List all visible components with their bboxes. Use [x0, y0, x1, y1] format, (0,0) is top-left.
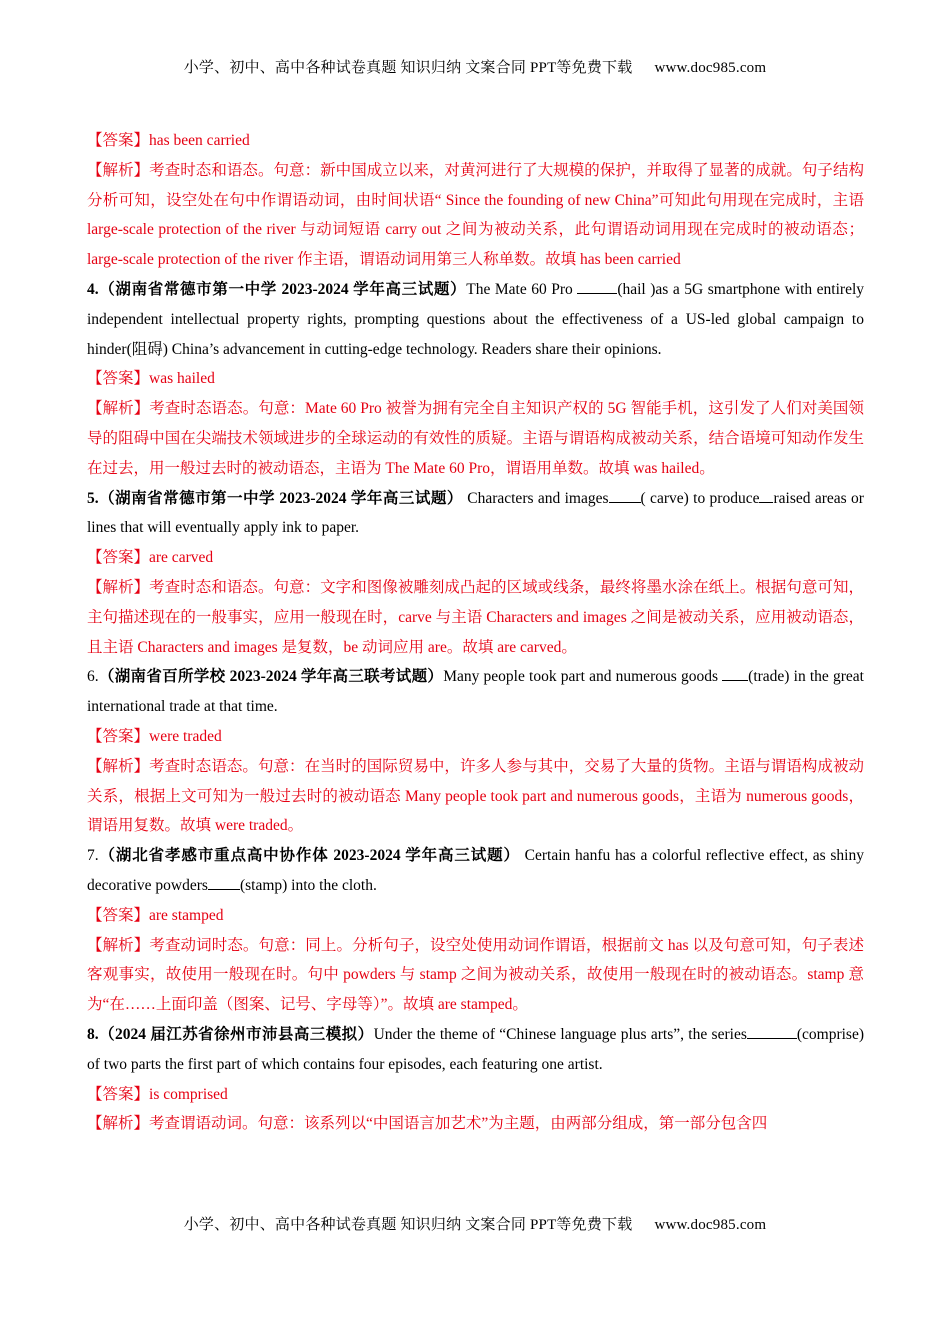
q7-analysis [87, 931, 864, 1020]
page-header [0, 56, 950, 77]
question-text-before: Under the theme of “Chinese language plus arts”, the series [373, 1025, 747, 1043]
question-number: 4. [87, 280, 99, 298]
question-text-after: raised areas or lines that will eventually apply ink to paper. [87, 489, 864, 537]
analysis-text: 考查时态语态。句意：在当时的国际贸易中，许多人参与其中，交易了大量的货物。主语与谓语构成被动关系，根据上文可知为一般过去时的被动语态 Many people took part and numerous goods，主语为 numerous goods，谓语用复数。故填 were traded。 [87, 757, 864, 835]
answer-blank [759, 487, 773, 503]
question-source: （2024 届江苏省徐州市沛县高三模拟） [98, 1025, 374, 1043]
question-text-before: Characters and images [462, 489, 609, 507]
q4-analysis [87, 394, 864, 483]
q7-question [87, 841, 864, 901]
question-source: （湖北省孝感市重点高中协作体 2023-2024 学年高三试题） [98, 847, 520, 865]
answer-label: 【答案】 [87, 1085, 150, 1103]
analysis-text: 考查时态和语态。句意：新中国成立以来，对黄河进行了大规模的保护，并取得了显著的成就。句子结构分析可知，设空处在句中作谓语动词，由时间状语“ Since the founding of new China”可知此句用现在完成时，主语 large-scale protection of the river 与动词短语 carry out 之间为被动关系，此句谓语动词用现在完成时的被动语态；large-scale protection of the river 作主语，谓语动词用第三人称单数。故填 has been carried [87, 161, 864, 269]
answer-blank [722, 665, 748, 681]
answer-blank [577, 278, 617, 294]
question-source: （湖南省常德市第一中学 2023-2024 学年高三试题） [98, 489, 463, 507]
answer-text: are stamped [149, 906, 224, 924]
analysis-text: 考查谓语动词。句意：该系列以“中国语言加艺术”为主题，由两部分组成，第一部分包含四 [149, 1115, 768, 1133]
answer-text: were traded [149, 727, 222, 745]
q3-answer [87, 126, 864, 156]
analysis-label: 【解析】 [87, 400, 150, 418]
question-source: （湖南省常德市第一中学 2023-2024 学年高三试题） [98, 280, 467, 298]
answer-text: is comprised [149, 1085, 228, 1103]
page-footer [0, 1213, 950, 1234]
question-text-before: Certain hanfu has a colorful reflective effect, as shiny decorative powders [87, 847, 864, 894]
question-number: 7. [87, 847, 99, 865]
analysis-label: 【解析】 [87, 936, 150, 954]
q8-answer [87, 1080, 864, 1110]
question-text-after: (stamp) into the cloth. [239, 876, 377, 894]
answer-label: 【答案】 [87, 727, 150, 745]
question-number: 8. [87, 1025, 99, 1043]
answer-text: are carved [149, 549, 214, 567]
question-text-after: (trade) in the great international trade at that time. [87, 668, 864, 716]
answer-text: has been carried [149, 132, 250, 149]
question-text-after: (comprise) of two parts the first part of which contains four episodes, each featuring one artist. [87, 1025, 864, 1073]
question-text-after: (hail )as a 5G smartphone with entirely independent intellectual property rights, prompting questions about the effectiveness of a US-led global campaign to hinder(阻碍) China’s advancement in cutting-edge technology. Readers share their opinions. [87, 280, 865, 358]
analysis-label: 【解析】 [87, 1115, 150, 1133]
header-text: 小学、初中、高中各种试卷真题 知识归纳 文案合同 PPT等免费下载 [183, 60, 633, 76]
q3-analysis [87, 156, 864, 275]
answer-blank [208, 874, 240, 890]
analysis-text: 考查动词时态。句意：同上。分析句子，设空处使用动词作谓语，根据前文 has 以及句意可知，句子表述客观事实，故使用一般现在时。句中 powders 与 stamp 之间为被动关系，故使用一般现在时的被动语态。stamp 意为“在……上面印盖（图案、记号、字母等）”。故填 are stamped。 [87, 936, 864, 1014]
question-source: （湖南省百所学校 2023-2024 学年高三联考试题） [98, 668, 444, 686]
header-site: www.doc985.com [654, 60, 767, 76]
document-body [87, 126, 864, 1139]
question-number: 6. [87, 668, 99, 686]
q4-answer [87, 364, 864, 394]
q5-analysis [87, 573, 864, 662]
q8-analysis [87, 1109, 864, 1139]
answer-label: 【答案】 [87, 132, 150, 149]
question-text-before: Many people took part and numerous goods [443, 668, 723, 686]
answer-blank [747, 1023, 797, 1039]
answer-label: 【答案】 [87, 906, 150, 924]
question-text-middle: ( carve) to produce [640, 489, 760, 507]
q6-question [87, 662, 864, 722]
question-number: 5. [87, 489, 99, 507]
answer-blank [609, 487, 641, 503]
answer-label: 【答案】 [87, 370, 150, 388]
analysis-label: 【解析】 [87, 578, 150, 596]
q7-answer [87, 901, 864, 931]
analysis-label: 【解析】 [87, 757, 150, 775]
q6-analysis [87, 752, 864, 841]
q5-answer [87, 543, 864, 573]
q8-question [87, 1020, 864, 1080]
question-text-before: The Mate 60 Pro [466, 280, 578, 298]
analysis-text: 考查时态语态。句意：Mate 60 Pro 被誉为拥有完全自主知识产权的 5G 智能手机，这引发了人们对美国领导的阻碍中国在尖端技术领域进步的全球运动的有效性的质疑。主语与谓语构成被动关系，结合语境可知动作发生在过去，用一般过去时的被动语态，主语为 The Mate 60 Pro，谓语用单数。故填 was hailed。 [87, 400, 864, 477]
q4-question [87, 275, 864, 364]
footer-site: www.doc985.com [654, 1217, 767, 1233]
footer-text: 小学、初中、高中各种试卷真题 知识归纳 文案合同 PPT等免费下载 [183, 1217, 633, 1233]
q5-question [87, 484, 864, 544]
answer-text: was hailed [149, 370, 215, 388]
answer-label: 【答案】 [87, 549, 150, 567]
analysis-text: 考查时态和语态。句意：文字和图像被雕刻成凸起的区域或线条，最终将墨水涂在纸上。根据句意可知，主句描述现在的一般事实，应用一般现在时，carve 与主语 Characters and images 之间是被动关系，应用被动语态，且主语 Characters and images 是复数，be 动词应用 are。故填 are carved。 [87, 578, 864, 656]
analysis-label: 【解析】 [87, 161, 150, 179]
q6-answer [87, 722, 864, 752]
